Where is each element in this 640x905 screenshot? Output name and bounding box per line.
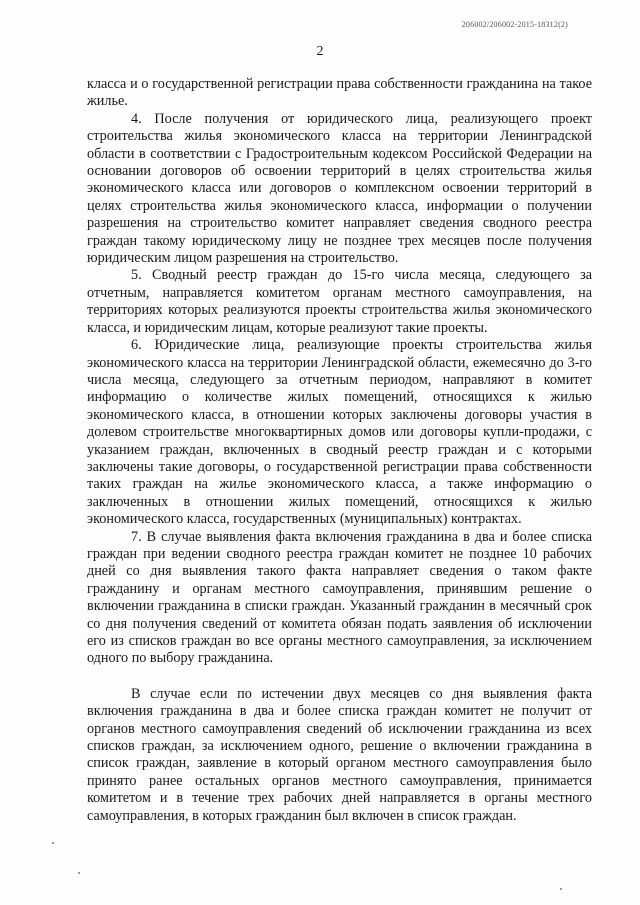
paragraph-item-6: 6. Юридические лица, реализующие проекты строительства жилья экономического класса на территории Ленинградской области, ежемесячно до 3-го числа месяца, следующего за отчетным периодом, направляют в комитет информацию о количестве жилых помещений, относящихся к жилью экономического класса, в отношении которых заключены договоры участия в долевом строительстве многоквартирных домов или договоры купли-продажи, с указанием граждан, включенных в сводный реестр граждан и с которыми заключены такие договоры, о государственной регистрации права собственности таких граждан на жилье экономического класса, а также информацию о заключенных в отношении жилых помещений, относящихся к жилью экономического класса, государственных (муниципальных) контрактах. xyxy=(87,337,592,528)
document-id: 206002/206002-2015-18312(2) xyxy=(461,20,568,29)
scan-speck xyxy=(78,872,80,874)
paragraph-item-5: 5. Сводный реестр граждан до 15-го числа месяца, следующего за отчетным, направляется комитетом органам местного самоуправления, на территориях которых реализуются проекты строительства жилья экономического класса, и юридическим лицам, которые реализуют такие проекты. xyxy=(87,267,592,336)
scan-speck xyxy=(52,842,54,844)
paragraph-item-7: 7. В случае выявления факта включения гражданина в два и более списка граждан при ведении сводного реестра граждан комитет не позднее 10 рабочих дней со дня выявления такого факта направляет сведения о таком факте гражданину и органам местного самоуправления, принявшим решение о включении гражданина в списки граждан. Указанный гражданин в месячный срок со дня получения сведений от комитета обязан подать заявления об исключении его из списков граждан во все органы местного самоуправления, за исключением одного по выбору гражданина. xyxy=(87,528,592,667)
paragraph-continuation: класса и о государственной регистрации права собственности гражданина на такое жилье. xyxy=(87,76,592,110)
scan-speck xyxy=(560,888,562,890)
document-body xyxy=(87,76,592,825)
page-number: 2 xyxy=(316,44,324,59)
paragraph-item-7-continued: В случае если по истечении двух месяцев со дня выявления факта включения гражданина в два и более списка граждан комитет не получит от органов местного самоуправления сведений об исключении гражданина из всех списков граждан, за исключением одного, решение о включении гражданина в список граждан, заявление в который органом местного самоуправления было принято ранее остальных органов местного самоуправления, принимается комитетом и в течение трех рабочих дней направляется в органы местного самоуправления, в которых гражданин был включен в список граждан. xyxy=(87,685,592,824)
paragraph-item-4: 4. После получения от юридического лица, реализующего проект строительства жилья экономического класса на территории Ленинградской области в соответствии с Градостроительным кодексом Российской Федерации на основании договоров об освоении территорий в целях строительства жилья экономического класса или договоров о комплексном освоении территорий в целях строительства жилья экономического класса, информации о получении разрешения на строительство комитет направляет сведения сводного реестра граждан такому юридическому лицу не позднее трех месяцев после получения юридическим лицом разрешения на строительство. xyxy=(87,110,592,267)
